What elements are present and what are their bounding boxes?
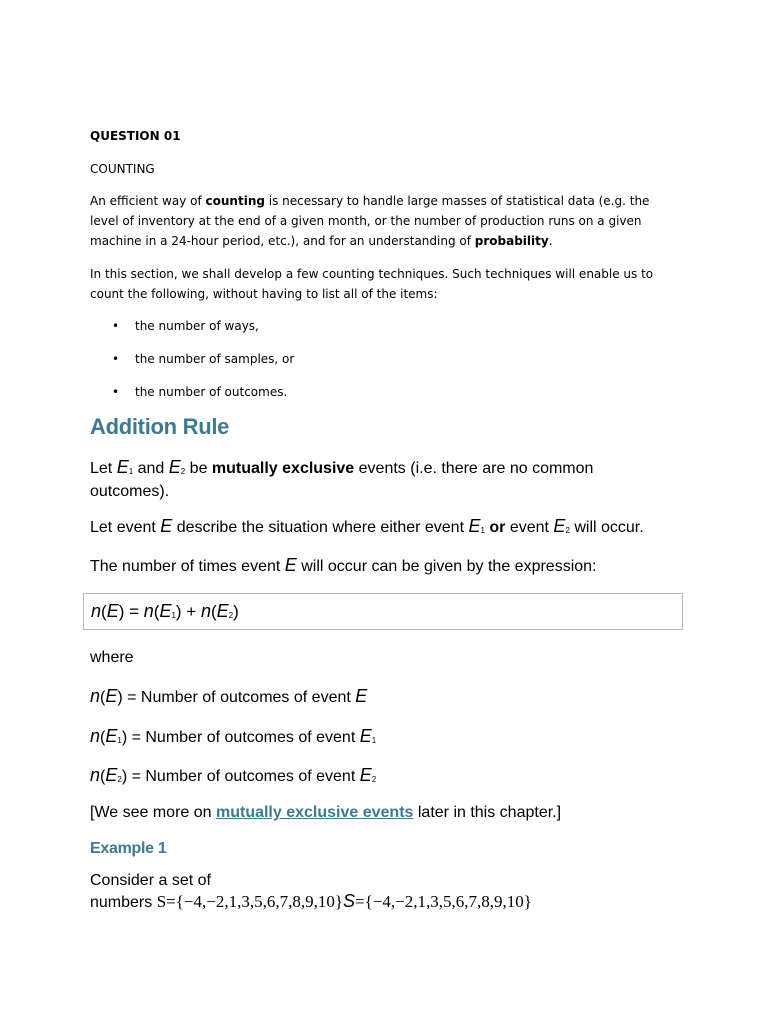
- chapter-note: [90, 803, 561, 823]
- text-run: describe the situation where either event: [172, 519, 469, 536]
- subscript: 1: [128, 467, 134, 476]
- var-e: E: [116, 457, 129, 477]
- equals: =: [124, 602, 144, 621]
- text-run: events (i.e. there are no common outcomes).: [90, 460, 594, 500]
- set-expression: S={−4,−2,1,3,5,6,7,8,9,10}: [156, 892, 343, 911]
- var-e: E: [553, 516, 566, 536]
- subscript: 2: [180, 467, 186, 476]
- paren: (: [100, 689, 106, 706]
- subscript: 2: [371, 775, 377, 784]
- var-e: E: [359, 765, 372, 785]
- list-item: • the number of outcomes.: [90, 382, 680, 415]
- text-run: be: [185, 460, 212, 477]
- var-e: E: [105, 686, 118, 706]
- set-expression: ={−4,−2,1,3,5,6,7,8,9,10}: [355, 892, 532, 911]
- text-run: An efficient way of: [90, 194, 206, 208]
- mutually-exclusive-events-link[interactable]: mutually exclusive events: [215, 804, 414, 821]
- text-run: will occur.: [569, 519, 644, 536]
- plus: +: [181, 602, 201, 621]
- var-n: n: [143, 601, 154, 621]
- text-run: and: [133, 460, 169, 477]
- text-run: = Number of outcomes of event: [127, 729, 360, 746]
- text-run: will occur can be given by the expression:: [296, 558, 597, 575]
- bold-mutually-exclusive: mutually exclusive: [211, 460, 355, 477]
- var-n: n: [91, 601, 102, 621]
- text-run: later in this chapter.]: [413, 804, 562, 821]
- example-line-1: Consider a set of: [90, 872, 211, 889]
- definition-line-3: [90, 555, 690, 577]
- var-e: E: [159, 601, 172, 621]
- topic-label: COUNTING: [90, 162, 155, 176]
- var-n: n: [200, 601, 211, 621]
- counting-list: [90, 316, 680, 415]
- text-run: event: [505, 519, 554, 536]
- subscript: 1: [171, 611, 176, 620]
- text-run: The number of times event: [90, 558, 285, 575]
- var-e: E: [468, 516, 481, 536]
- where-label: where: [90, 649, 134, 666]
- text-run: = Number of outcomes of event: [122, 689, 356, 706]
- var-e: E: [106, 601, 119, 621]
- definition-line-1: [90, 457, 650, 502]
- var-e: E: [105, 765, 118, 785]
- definition-n-e: [90, 686, 367, 707]
- definition-line-2: [90, 516, 690, 541]
- paren: (: [210, 602, 217, 621]
- paren: ): [233, 602, 239, 621]
- paren: ): [121, 768, 128, 785]
- var-n: n: [90, 686, 101, 706]
- paren: ): [118, 602, 125, 621]
- paren: ): [121, 729, 128, 746]
- text-run: is necessary to handle large masses of statistical data (e.g. the level of inventory at the end of a given month, or the number of production runs on a given machine in a 24-hour period, etc.), and for an understanding of: [90, 194, 650, 248]
- addition-rule-heading: Addition Rule: [90, 414, 230, 439]
- paren: (: [100, 729, 106, 746]
- subscript: 1: [371, 736, 377, 745]
- var-e: E: [284, 555, 297, 575]
- text-run: [We see more on: [90, 804, 216, 821]
- var-e: E: [160, 516, 173, 536]
- var-e: E: [355, 686, 368, 706]
- example-heading: Example 1: [90, 840, 167, 857]
- subscript: 2: [117, 775, 122, 784]
- definition-n-e1: [90, 726, 376, 747]
- text-run: Let event: [90, 519, 161, 536]
- bold-counting: counting: [205, 194, 265, 208]
- subscript: 1: [117, 736, 122, 745]
- paren: (: [101, 602, 107, 621]
- bold-probability: probability: [474, 234, 549, 248]
- subscript: 2: [228, 611, 234, 620]
- var-s: S: [343, 891, 356, 911]
- var-e: E: [168, 457, 181, 477]
- var-e: E: [216, 601, 229, 621]
- list-item: • the number of ways,: [90, 316, 680, 349]
- text-run: .: [548, 234, 553, 248]
- list-item: • the number of samples, or: [90, 349, 680, 382]
- text-run: Let: [90, 460, 117, 477]
- example-line-2: [90, 891, 690, 913]
- var-n: n: [90, 726, 101, 746]
- var-n: n: [90, 765, 101, 785]
- intro-paragraph-1: [90, 191, 680, 251]
- var-e: E: [105, 726, 118, 746]
- intro-paragraph-2: In this section, we shall develop a few counting techniques. Such techniques will enable us to count the following, without having to list all of the items:: [90, 267, 654, 301]
- text-run: numbers: [90, 894, 157, 911]
- paren: ): [117, 689, 123, 706]
- question-title: QUESTION 01: [90, 129, 181, 143]
- definition-n-e2: [90, 765, 376, 786]
- text-run: = Number of outcomes of event: [127, 768, 360, 785]
- subscript: 1: [480, 526, 485, 535]
- paren: (: [100, 768, 106, 785]
- var-e: E: [359, 726, 372, 746]
- paren: ): [175, 602, 182, 621]
- example-text: [90, 871, 690, 913]
- bold-or: or: [489, 519, 506, 536]
- subscript: 2: [565, 526, 570, 535]
- paren: (: [153, 602, 160, 621]
- formula-box: [83, 593, 683, 630]
